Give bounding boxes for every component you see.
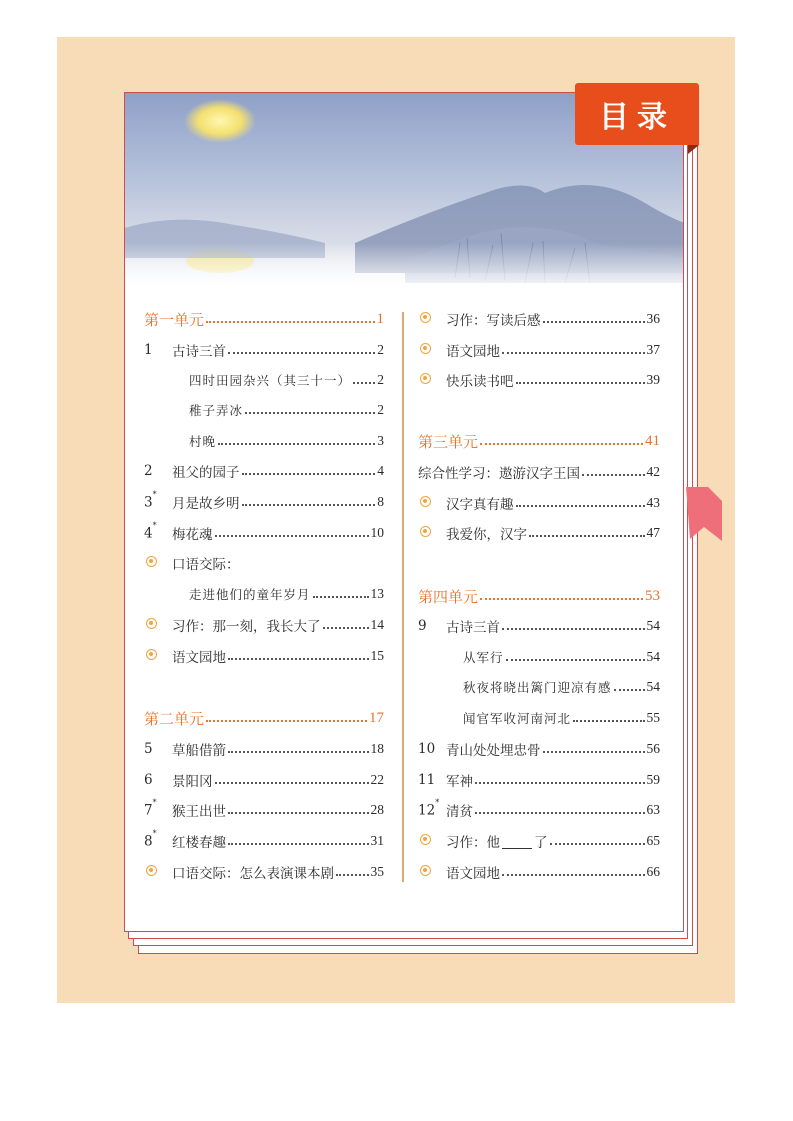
- lesson-number: [144, 463, 172, 479]
- entry-title-text: 稚子弄冰: [189, 403, 244, 418]
- entry-title-text: 草船借箭: [172, 743, 226, 759]
- circle-bullet-icon: [418, 495, 446, 511]
- dot-leader: [573, 720, 644, 722]
- entry-title: [446, 493, 514, 513]
- entry-title: [172, 553, 240, 573]
- optional-star: *: [152, 520, 157, 530]
- page-number: 43: [646, 495, 660, 510]
- toc-unit-heading[interactable]: [418, 430, 660, 452]
- entry-title-text: 古诗三首: [172, 344, 226, 360]
- entry-title: [172, 800, 226, 820]
- lesson-number: [144, 772, 172, 788]
- entry-title-text: 青山处处埋忠骨: [446, 743, 541, 759]
- circle-bullet-icon: [418, 864, 446, 880]
- lesson-number-text: 2: [144, 463, 153, 479]
- toc-entry[interactable]: [144, 430, 384, 452]
- toc-entry[interactable]: [418, 861, 660, 883]
- page-number: 14: [370, 617, 384, 632]
- circle-bullet-icon: [420, 526, 431, 537]
- lesson-number: [144, 342, 172, 358]
- entry-title: [463, 709, 571, 727]
- toc-entry[interactable]: [418, 676, 660, 698]
- page-number: 13: [370, 586, 384, 601]
- entry-title-text: 快乐读书吧: [446, 374, 514, 390]
- lesson-number-text: 5: [144, 741, 153, 757]
- entry-title: [144, 309, 204, 330]
- circle-bullet-icon: [420, 865, 431, 876]
- lesson-number: [144, 797, 172, 819]
- page-number: 10: [370, 525, 384, 540]
- entry-title-text: 村晚: [189, 434, 217, 449]
- page-number: 36: [646, 311, 660, 326]
- page-number: 54: [646, 618, 660, 633]
- page-number: 15: [370, 648, 384, 663]
- dot-leader: [228, 843, 369, 845]
- page-number: 28: [370, 802, 384, 817]
- entry-title-text: 我爱你，汉字: [446, 527, 527, 543]
- toc-entry[interactable]: [144, 552, 384, 574]
- entry-title: [172, 770, 213, 790]
- page-number: 3: [377, 433, 384, 448]
- page-number: 56: [646, 741, 660, 756]
- entry-title-text: 习作：那一刻，我长大了: [172, 619, 321, 635]
- toc-entry[interactable]: [418, 461, 660, 483]
- entry-title-text: 汉字真有趣: [446, 497, 514, 513]
- circle-bullet-icon: [418, 833, 446, 849]
- dot-leader: [245, 412, 375, 414]
- dot-leader: [543, 751, 645, 753]
- entry-title-text: 综合性学习：遨游汉字王国: [418, 466, 580, 482]
- lesson-number: [418, 797, 446, 819]
- page-number: 39: [646, 372, 660, 387]
- optional-star: *: [152, 797, 157, 807]
- dot-leader: [228, 812, 369, 814]
- entry-title-text: 第四单元: [418, 587, 479, 606]
- circle-bullet-icon: [146, 649, 157, 660]
- toc-unit-heading[interactable]: [418, 585, 660, 607]
- entry-title-text: 红楼春趣: [172, 835, 226, 851]
- dot-leader: [516, 505, 645, 507]
- dot-leader: [353, 382, 375, 384]
- dot-leader: [502, 352, 645, 354]
- page-number: 17: [369, 709, 384, 726]
- lesson-number-text: 7: [144, 802, 153, 819]
- entry-title-text: 清贫: [446, 804, 473, 820]
- entry-title: [446, 739, 541, 759]
- toc-entry[interactable]: [144, 369, 384, 391]
- dot-leader: [313, 596, 369, 598]
- toc-entry[interactable]: [418, 830, 660, 852]
- lesson-number: [144, 489, 172, 511]
- optional-star: *: [435, 797, 440, 807]
- entry-title-text: 闻官军收河南河北: [463, 711, 572, 726]
- page-number: 65: [646, 833, 660, 848]
- entry-title: [446, 800, 473, 820]
- entry-title-text: 习作：写读后感: [446, 313, 541, 329]
- circle-bullet-icon: [146, 556, 157, 567]
- dot-leader: [529, 535, 645, 537]
- toc-entry[interactable]: [418, 339, 660, 361]
- entry-title-text: 语文园地: [446, 866, 500, 882]
- toc-title: 目录: [599, 100, 675, 135]
- circle-bullet-icon: [146, 618, 157, 629]
- entry-title: [172, 831, 226, 851]
- page-number: 8: [377, 494, 384, 509]
- lesson-number: [418, 772, 446, 788]
- entry-title-text: 古诗三首: [446, 620, 500, 636]
- entry-title: [172, 862, 334, 882]
- toc-entry[interactable]: [418, 799, 660, 821]
- page-number: 63: [646, 802, 660, 817]
- entry-title-text: 秋夜将晓出篱门迎凉有感: [463, 680, 612, 695]
- page-number: 47: [646, 525, 660, 540]
- entry-title: [189, 371, 351, 389]
- entry-title: [446, 616, 500, 636]
- dot-leader: [475, 812, 645, 814]
- entry-title: [144, 708, 204, 729]
- circle-bullet-icon: [418, 372, 446, 388]
- entry-title: [446, 309, 541, 329]
- dot-leader: [242, 504, 376, 506]
- entry-title-text: 习作：他: [446, 835, 500, 851]
- toc-entry[interactable]: [144, 830, 384, 852]
- entry-title-text: 语文园地: [446, 344, 500, 360]
- dot-leader: [228, 658, 369, 660]
- toc-entry[interactable]: [144, 491, 384, 513]
- toc-entry[interactable]: [144, 645, 384, 667]
- dot-leader: [228, 751, 369, 753]
- toc-entry[interactable]: [144, 522, 384, 544]
- toc-title-tab: [575, 83, 699, 145]
- entry-title-text: 第二单元: [144, 709, 205, 728]
- circle-bullet-icon: [144, 617, 172, 633]
- dot-leader: [480, 598, 643, 600]
- entry-title-text: 走进他们的童年岁月: [189, 587, 311, 602]
- toc-entry[interactable]: [418, 646, 660, 668]
- entry-title-text: 口语交际：怎么表演课本剧: [172, 866, 334, 882]
- entry-title: [446, 862, 500, 882]
- circle-bullet-icon: [146, 865, 157, 876]
- page-number: 59: [646, 772, 660, 787]
- toc-entry[interactable]: [418, 369, 660, 391]
- dot-leader: [218, 443, 375, 445]
- dot-leader: [215, 535, 369, 537]
- lesson-number: [144, 741, 172, 757]
- dot-leader: [614, 689, 645, 691]
- entry-title-text: 军神: [446, 774, 473, 790]
- entry-title-text: 祖父的园子: [172, 465, 240, 481]
- toc-entry[interactable]: [144, 583, 384, 605]
- entry-title: [418, 586, 478, 607]
- entry-title-text: 月是故乡明: [172, 496, 240, 512]
- page-number: 22: [370, 772, 384, 787]
- page-number: 18: [370, 741, 384, 756]
- lesson-number-text: 12: [418, 802, 436, 819]
- page-number: 41: [645, 432, 660, 449]
- dot-leader: [242, 473, 376, 475]
- dot-leader: [215, 782, 369, 784]
- entry-title: [189, 401, 243, 419]
- dot-leader: [206, 720, 367, 722]
- column-divider: [402, 312, 404, 882]
- entry-title-text: 第一单元: [144, 310, 205, 329]
- toc-unit-heading[interactable]: [144, 707, 384, 729]
- lesson-number: [418, 741, 446, 757]
- entry-title: [172, 739, 226, 759]
- entry-title: [463, 648, 504, 666]
- toc-entry[interactable]: [144, 399, 384, 421]
- circle-bullet-icon: [144, 864, 172, 880]
- lesson-number: [144, 828, 172, 850]
- page-number: 54: [646, 649, 660, 664]
- lesson-number-text: 9: [418, 618, 427, 634]
- toc-entry[interactable]: [144, 614, 384, 636]
- page-number: 54: [646, 679, 660, 694]
- entry-title: [172, 492, 240, 512]
- entry-title: [189, 432, 216, 450]
- circle-bullet-icon: [144, 648, 172, 664]
- toc-entry[interactable]: [144, 460, 384, 482]
- tab-fold: [688, 145, 699, 154]
- toc-entry[interactable]: [144, 738, 384, 760]
- dot-leader: [502, 874, 645, 876]
- entry-title-suffix: 了: [534, 835, 548, 851]
- entry-title: [189, 585, 311, 603]
- toc-entry[interactable]: [418, 769, 660, 791]
- toc-entry[interactable]: [144, 861, 384, 883]
- optional-star: *: [152, 828, 157, 838]
- toc-entry[interactable]: [418, 707, 660, 729]
- entry-title-text: 四时田园杂兴（其三十一）: [189, 373, 352, 388]
- optional-star: *: [152, 489, 157, 499]
- entry-title: [418, 462, 580, 482]
- circle-bullet-icon: [420, 496, 431, 507]
- page-number: 37: [646, 342, 660, 357]
- dot-leader: [206, 321, 374, 323]
- page-number: 31: [370, 833, 384, 848]
- entry-title-text: 从军行: [463, 650, 504, 665]
- lesson-number-text: 11: [418, 772, 436, 788]
- page-number: 35: [370, 864, 384, 879]
- entry-title-text: 语文园地: [172, 650, 226, 666]
- page-number: 55: [646, 710, 660, 725]
- page-number: 2: [377, 372, 384, 387]
- entry-title: [446, 770, 473, 790]
- page-number: 1: [376, 310, 384, 327]
- dot-leader: [506, 659, 645, 661]
- entry-title: [172, 523, 213, 543]
- ribbon-bookmark-icon: [686, 487, 722, 541]
- lesson-number-text: 1: [144, 342, 153, 358]
- toc-entry[interactable]: [418, 492, 660, 514]
- dot-leader: [516, 382, 645, 384]
- entry-title-text: 口语交际：: [172, 557, 240, 573]
- entry-title: [172, 461, 240, 481]
- dot-leader: [502, 628, 645, 630]
- page-number: 2: [377, 402, 384, 417]
- lesson-number: [418, 618, 446, 634]
- entry-title: [172, 340, 226, 360]
- toc-entry[interactable]: [418, 738, 660, 760]
- dot-leader: [543, 321, 645, 323]
- entry-title: [172, 646, 226, 666]
- toc-entry[interactable]: [144, 339, 384, 361]
- lesson-number-text: 6: [144, 772, 153, 788]
- toc-unit-heading[interactable]: [144, 308, 384, 330]
- page-number: 66: [646, 864, 660, 879]
- circle-bullet-icon: [418, 525, 446, 541]
- circle-bullet-icon: [420, 312, 431, 323]
- circle-bullet-icon: [418, 311, 446, 327]
- dot-leader: [550, 843, 645, 845]
- entry-title-text: 景阳冈: [172, 774, 213, 790]
- entry-title: [446, 340, 500, 360]
- dot-leader: [228, 352, 375, 354]
- circle-bullet-icon: [420, 834, 431, 845]
- entry-title: [446, 831, 548, 851]
- toc-entry[interactable]: [144, 769, 384, 791]
- toc-entry[interactable]: [418, 615, 660, 637]
- lesson-number-text: 10: [418, 741, 436, 757]
- entry-title-text: 梅花魂: [172, 527, 213, 543]
- entry-title: [418, 431, 478, 452]
- dot-leader: [323, 627, 369, 629]
- entry-title: [172, 615, 321, 635]
- lesson-number: [144, 520, 172, 542]
- circle-bullet-icon: [420, 373, 431, 384]
- circle-bullet-icon: [418, 342, 446, 358]
- entry-title-text: 猴王出世: [172, 804, 226, 820]
- lesson-number-text: 3: [144, 494, 153, 511]
- page-number: 53: [645, 587, 660, 604]
- circle-bullet-icon: [420, 343, 431, 354]
- dot-leader: [336, 874, 369, 876]
- circle-bullet-icon: [144, 555, 172, 571]
- page-number: 2: [377, 342, 384, 357]
- page-number: 4: [377, 463, 384, 478]
- toc-entry[interactable]: [418, 308, 660, 330]
- dot-leader: [475, 782, 645, 784]
- entry-title: [446, 370, 514, 390]
- dot-leader: [480, 443, 643, 445]
- lesson-number-text: 8: [144, 833, 153, 850]
- toc-entry[interactable]: [144, 799, 384, 821]
- entry-title: [463, 678, 612, 696]
- entry-title: [446, 523, 527, 543]
- entry-title-text: 第三单元: [418, 432, 479, 451]
- fill-in-blank: [502, 848, 532, 849]
- page-number: 42: [646, 464, 660, 479]
- lesson-number-text: 4: [144, 525, 153, 542]
- dot-leader: [582, 474, 645, 476]
- toc-entry[interactable]: [418, 522, 660, 544]
